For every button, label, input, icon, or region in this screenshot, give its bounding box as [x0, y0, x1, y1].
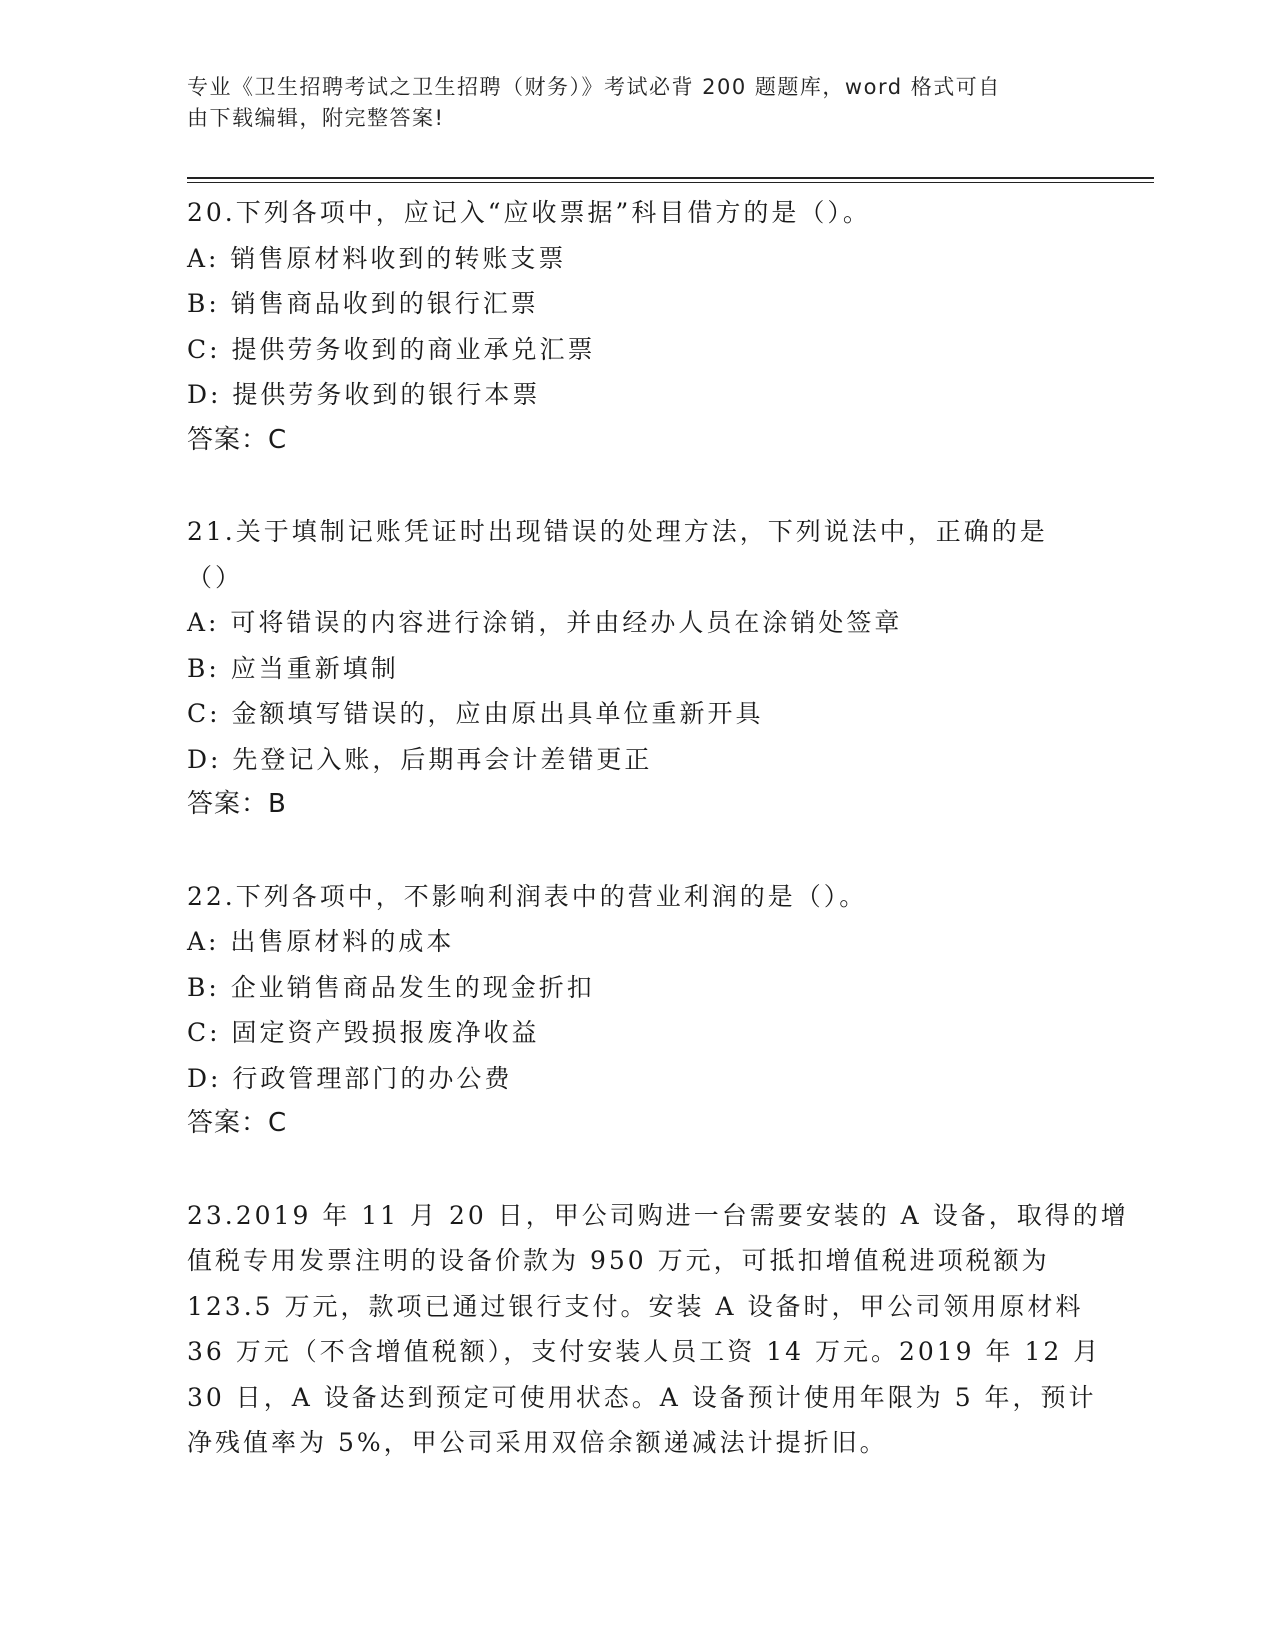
question-20	[187, 190, 1087, 463]
question-list	[187, 190, 1129, 1466]
option-a: A: 出售原材料的成本	[187, 927, 455, 956]
option-a: A: 可将错误的内容进行涂销，并由经办人员在涂销处签章	[187, 608, 903, 637]
header-rule-thick	[187, 177, 1154, 179]
document-header	[187, 72, 1067, 134]
question-stem-continued: （）	[187, 562, 244, 592]
answer-label: 答案：C	[187, 424, 288, 455]
option-b: B: 企业销售商品发生的现金折扣	[187, 972, 595, 1002]
question-21	[187, 509, 1087, 828]
option-b: B: 应当重新填制	[187, 653, 399, 683]
option-c: C: 金额填写错误的，应由原出具单位重新开具	[187, 699, 764, 728]
answer-label: 答案：B	[187, 789, 287, 819]
header-line-2: 由下载编辑，附完整答案!	[187, 106, 445, 130]
question-23-line: 净残值率为 5%，甲公司采用双倍余额递减法计提折旧。	[187, 1428, 888, 1457]
question-23	[187, 1193, 1129, 1466]
question-stem: 21.关于填制记账凭证时出现错误的处理方法，下列说法中，正确的是	[187, 517, 1048, 546]
option-c: C: 提供劳务收到的商业承兑汇票	[187, 334, 596, 364]
option-b: B: 销售商品收到的银行汇票	[187, 289, 539, 318]
option-d: D: 行政管理部门的办公费	[187, 1063, 513, 1093]
option-c: C: 固定资产毁损报废净收益	[187, 1018, 540, 1047]
question-23-line: 30 日，A 设备达到预定可使用状态。A 设备预计使用年限为 5 年，预计	[187, 1382, 1097, 1412]
header-line-1: 专业《卫生招聘考试之卫生招聘（财务）》考试必背 200 题题库，word 格式可自	[187, 75, 1001, 99]
option-d: D: 提供劳务收到的银行本票	[187, 380, 541, 409]
header-rule-thin	[187, 182, 1154, 183]
question-stem: 20.下列各项中，应记入“应收票据”科目借方的是（）。	[187, 198, 871, 227]
question-23-line: 23.2019 年 11 月 20 日，甲公司购进一台需要安装的 A 设备，取得的增	[187, 1200, 1129, 1230]
question-23-line: 36 万元（不含增值税额），支付安装人员工资 14 万元。2019 年 12 月	[187, 1337, 1102, 1366]
option-a: A: 销售原材料收到的转账支票	[187, 243, 567, 273]
question-23-line: 值税专用发票注明的设备价款为 950 万元，可抵扣增值税进项税额为	[187, 1246, 1050, 1275]
question-22	[187, 874, 1087, 1147]
answer-label: 答案：C	[187, 1108, 288, 1138]
option-d: D: 先登记入账，后期再会计差错更正	[187, 744, 653, 774]
question-23-line: 123.5 万元，款项已通过银行支付。安装 A 设备时，甲公司领用原材料	[187, 1291, 1084, 1321]
question-stem: 22.下列各项中，不影响利润表中的营业利润的是（）。	[187, 881, 868, 911]
